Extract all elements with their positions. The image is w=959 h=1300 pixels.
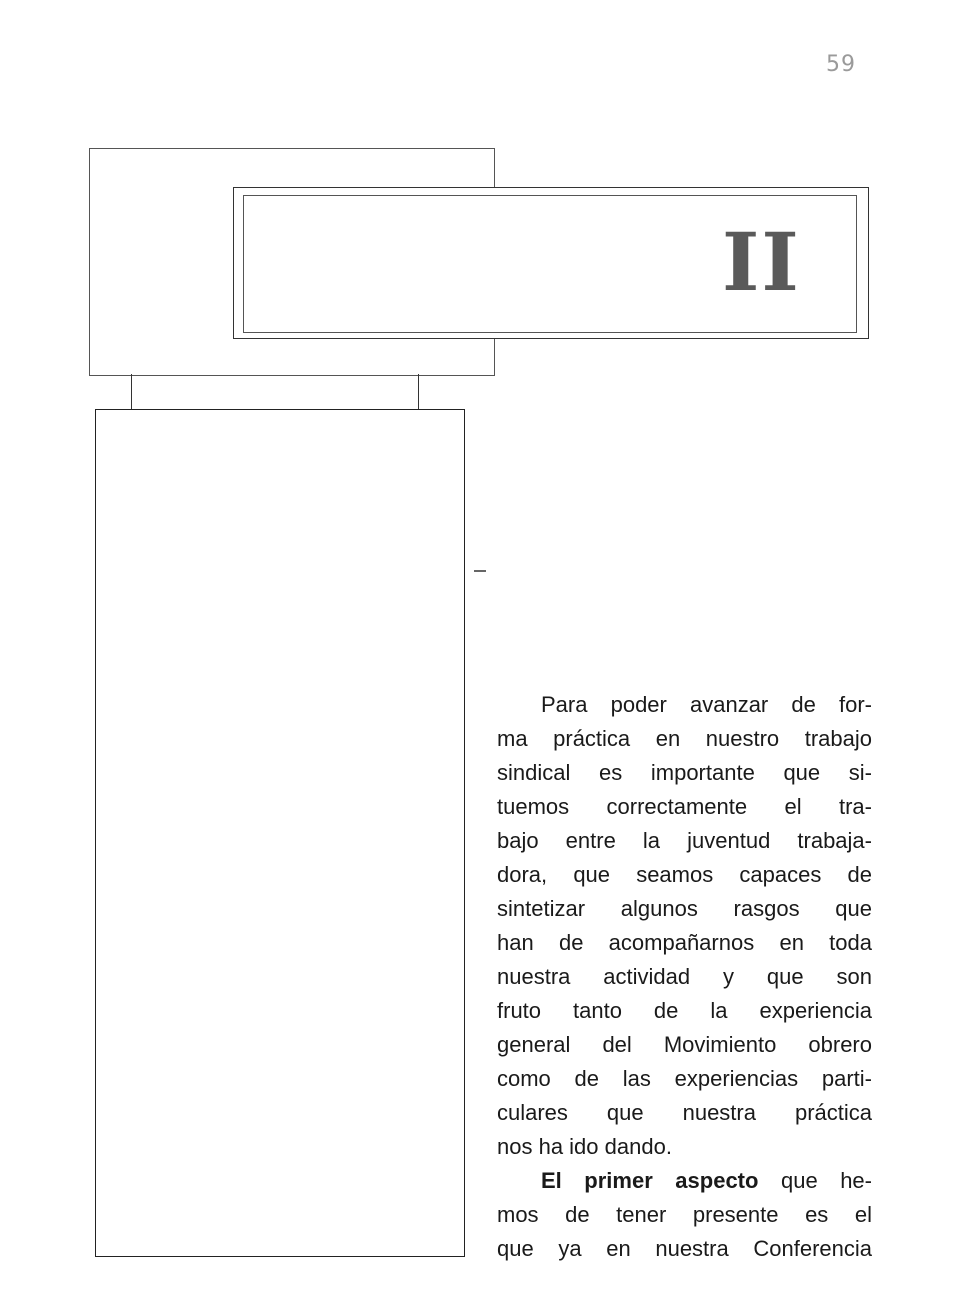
text-line: que ya en nuestra Conferencia: [497, 1236, 872, 1261]
text-line: mos de tener presente es el: [497, 1202, 872, 1227]
text-line: como de las experiencias parti-: [497, 1066, 872, 1091]
text-line: [497, 1164, 872, 1198]
text-line: bajo entre la juventud trabaja-: [497, 828, 872, 853]
bold-lead: El primer aspecto: [541, 1168, 759, 1193]
text-line: dora, que seamos capaces de: [497, 862, 872, 887]
text-line: general del Movimiento obrero: [497, 1032, 872, 1057]
page-number: 59: [826, 52, 856, 77]
speck: [474, 570, 486, 572]
text-line: ma práctica en nuestro trabajo: [497, 726, 872, 751]
text-line: nuestra actividad y que son: [497, 964, 872, 989]
text-line: sintetizar algunos rasgos que: [497, 896, 872, 921]
chapter-number: II: [722, 215, 801, 309]
connector-right: [418, 374, 419, 410]
text-line: tuemos correctamente el tra-: [497, 794, 872, 819]
text-line: culares que nuestra práctica: [497, 1100, 872, 1125]
text-line: fruto tanto de la experiencia: [497, 998, 872, 1023]
text-line: Para poder avanzar de for-: [541, 692, 872, 717]
text-line: han de acompañarnos en toda: [497, 930, 872, 955]
body-text: [497, 688, 872, 1266]
tall-frame: [95, 409, 465, 1257]
text-line: nos ha ido dando.: [497, 1134, 672, 1159]
text-line: sindical es importante que si-: [497, 760, 872, 785]
connector-left: [131, 374, 132, 410]
text-fragment: que he-: [758, 1168, 872, 1193]
